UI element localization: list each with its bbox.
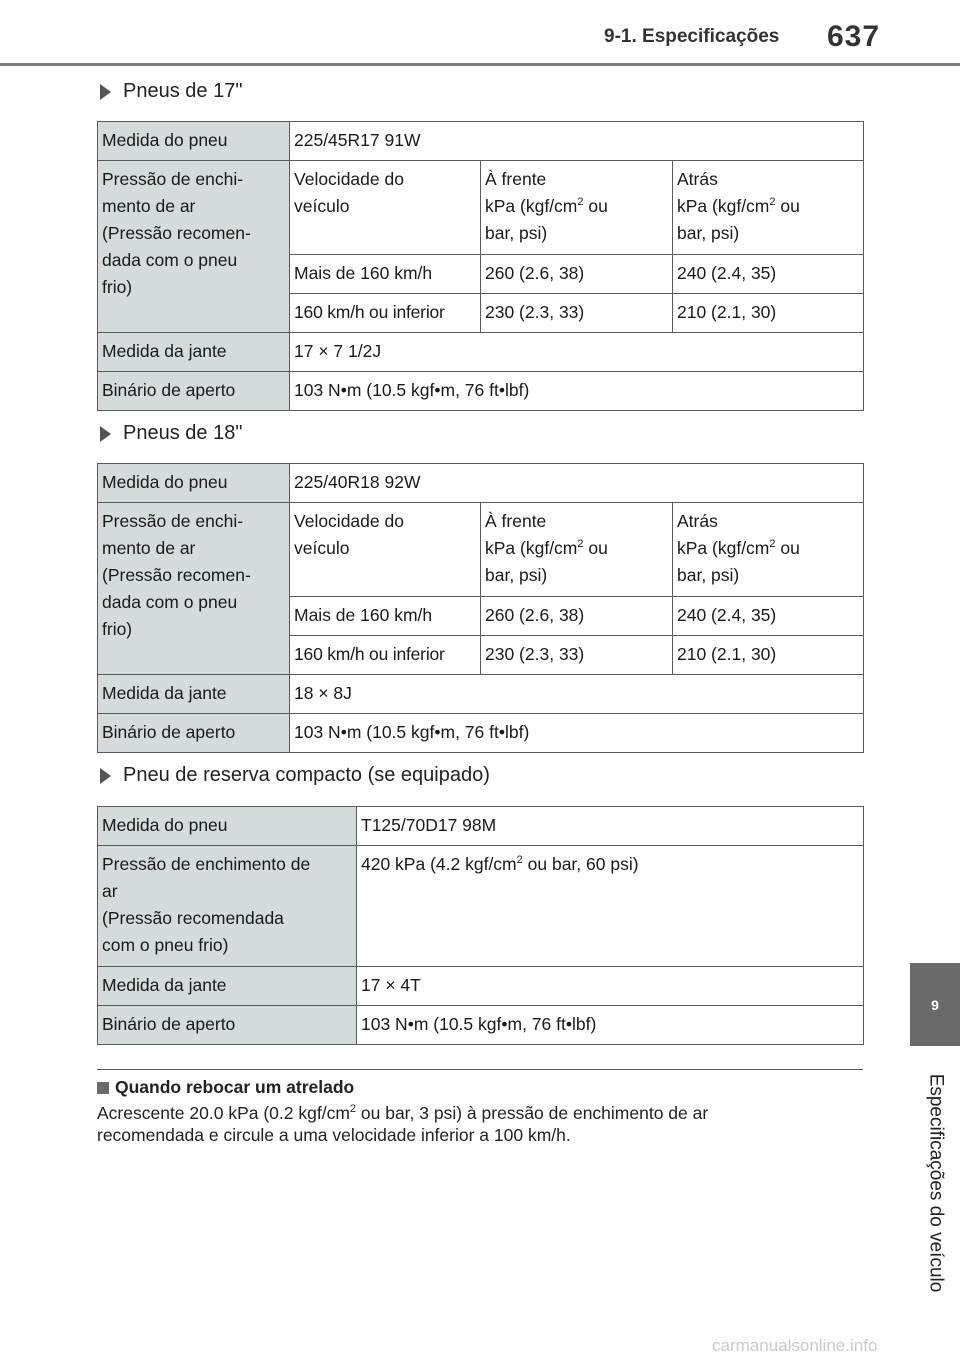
note-body: Acrescente 20.0 kPa (0.2 kgf/$cm^2$ ou bar, 3 psi) à pressão de enchimento de ar recomendada e circule a uma velocidade inferior a 100 km/h. [97,1103,709,1145]
front-pressure-cell: 230 (2.3, 33) [481,294,673,333]
torque-value: 103 N•m (10.5 kgf•m, 76 ft•lbf) [290,714,864,753]
rim-value: 17 × 4T [357,967,864,1006]
header-section-title: 9-1. Especificações [604,26,780,47]
front-header: À frente kPa ($kgf/cm^2$ ou bar, psi) [481,161,673,255]
triangle-bullet-icon [100,426,111,442]
table-row [98,372,864,411]
table-row [98,714,864,753]
table-row [98,464,864,503]
rim-value: 17 × 7 1/2J [290,333,864,372]
table-row [98,807,864,846]
rim-label: Medida da jante [98,675,290,714]
rim-label: Medida da jante [98,967,357,1006]
note-heading: Quando rebocar um atrelado [97,1077,354,1098]
spec-table-17 [97,121,864,411]
tire-size-value: T125/70D17 98M [357,807,864,846]
tire-size-value: 225/40R18 92W [290,464,864,503]
tire-size-label: Medida do pneu [98,464,290,503]
rear-pressure-cell: 240 (2.4, 35) [673,597,864,636]
speed-header: Velocidade do veículo [290,503,481,597]
chapter-title-vertical: Especificações do veículo [925,1073,946,1293]
speed-header: Velocidade do veículo [290,161,481,255]
pressure-label: Pressão de enchi- mento de ar (Pressão recomen- dada com o pneu frio) [98,161,290,333]
table-row [98,1006,864,1045]
speed-cell: 160 km/h ou inferior [290,636,481,675]
front-pressure-cell: 260 (2.6, 38) [481,597,673,636]
pressure-label: Pressão de enchimento de ar (Pressão recomendada com o pneu frio) [98,846,357,967]
torque-label: Binário de aperto [98,372,290,411]
table-row [98,122,864,161]
rear-pressure-cell: 240 (2.4, 35) [673,255,864,294]
triangle-bullet-icon [100,768,111,784]
torque-value: 103 N•m (10.5 kgf•m, 76 ft•lbf) [357,1006,864,1045]
rear-header: Atrás kPa ($kgf/cm^2$ ou bar, psi) [673,161,864,255]
torque-label: Binário de aperto [98,1006,357,1045]
tire-size-label: Medida do pneu [98,122,290,161]
pressure-value: 420 kPa (4.2 kgf/$cm^2$ ou bar, 60 psi) [357,846,864,967]
pressure-label: Pressão de enchi- mento de ar (Pressão recomen- dada com o pneu frio) [98,503,290,675]
chapter-number: 9 [931,996,939,1013]
table-row [98,846,864,967]
section-heading-17: Pneus de 17" [100,80,242,103]
triangle-bullet-icon [100,84,111,100]
section-heading-spare: Pneu de reserva compacto (se equipado) [100,764,490,787]
page-number: 637 [827,20,881,53]
table-row [98,675,864,714]
table-row [98,967,864,1006]
rim-value: 18 × 8J [290,675,864,714]
spec-table-18 [97,463,864,753]
rear-pressure-cell: 210 (2.1, 30) [673,636,864,675]
torque-value: 103 N•m (10.5 kgf•m, 76 ft•lbf) [290,372,864,411]
section-heading-18: Pneus de 18" [100,422,242,445]
header-rule [0,63,960,66]
speed-cell: 160 km/h ou inferior [290,294,481,333]
table-row [98,333,864,372]
watermark: carmanualsonline.info [712,1336,878,1355]
table-row [98,503,864,597]
tire-size-value: 225/45R17 91W [290,122,864,161]
front-pressure-cell: 230 (2.3, 33) [481,636,673,675]
front-pressure-cell: 260 (2.6, 38) [481,255,673,294]
spec-table-spare [97,806,864,1045]
speed-cell: Mais de 160 km/h [290,255,481,294]
torque-label: Binário de aperto [98,714,290,753]
note-divider [97,1069,863,1070]
rear-pressure-cell: 210 (2.1, 30) [673,294,864,333]
speed-cell: Mais de 160 km/h [290,597,481,636]
chapter-tab[interactable] [910,963,960,1046]
tire-size-label: Medida do pneu [98,807,357,846]
rear-header: Atrás kPa ($kgf/cm^2$ ou bar, psi) [673,503,864,597]
front-header: À frente kPa ($kgf/cm^2$ ou bar, psi) [481,503,673,597]
table-row [98,161,864,255]
rim-label: Medida da jante [98,333,290,372]
square-bullet-icon [97,1082,109,1094]
